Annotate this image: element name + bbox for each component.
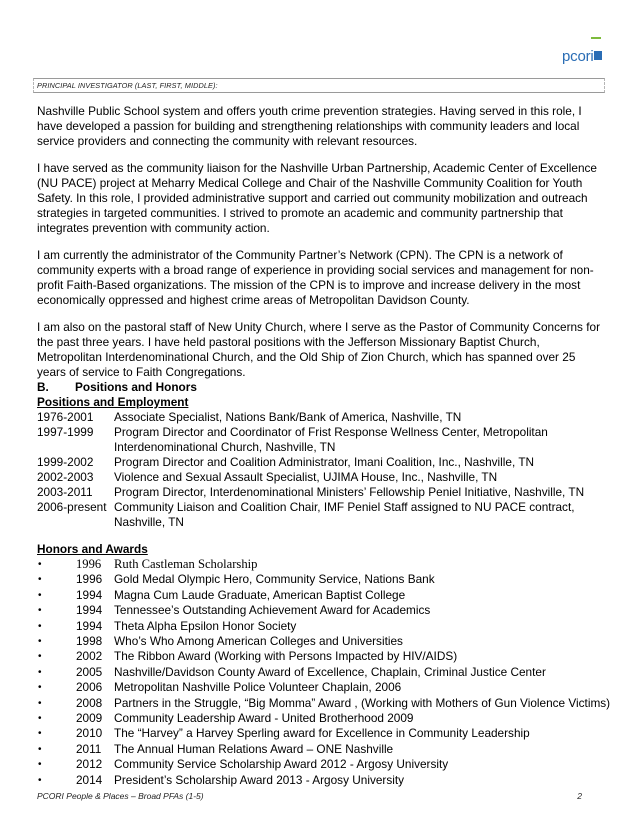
honor-item <box>37 634 607 649</box>
honor-title: Tennessee’s Outstanding Achievement Award for Academics <box>114 603 431 618</box>
position-years: 1976-2001 <box>37 410 94 424</box>
honor-year: 1994 <box>76 603 103 618</box>
bullet: • <box>38 713 42 725</box>
honor-year: 1998 <box>76 634 103 649</box>
position-years: 1997-1999 <box>37 425 94 439</box>
bullet: • <box>38 620 42 632</box>
honor-year: 2011 <box>76 741 102 756</box>
honor-item <box>37 695 611 711</box>
position-row <box>37 470 607 485</box>
bullet: • <box>38 697 42 709</box>
honor-item <box>37 603 607 618</box>
page-footer <box>37 791 582 801</box>
honor-item <box>37 649 607 664</box>
position-row <box>37 410 607 425</box>
honor-item <box>37 742 607 757</box>
honor-title: Magna Cum Laude Graduate, American Baptist College <box>114 587 406 602</box>
principal-investigator-field <box>33 78 605 93</box>
honor-item <box>37 557 607 572</box>
principal-investigator-label: PRINCIPAL INVESTIGATOR (LAST, FIRST, MIDDLE): <box>37 81 218 90</box>
bullet: • <box>38 759 42 771</box>
position-row <box>37 500 607 530</box>
bullet: • <box>38 589 42 601</box>
page-number: 2 <box>577 791 582 801</box>
honors-list <box>37 557 611 788</box>
position-description: Program Director and Coalition Administrator, Imani Coalition, Inc., Nashville, TN <box>114 455 535 469</box>
honor-title: Ruth Castleman Scholarship <box>114 557 258 571</box>
position-years: 2002-2003 <box>37 470 94 484</box>
bullet: • <box>38 728 42 740</box>
bullet: • <box>38 666 42 678</box>
honor-title: Partners in the Struggle, “Big Momma” Award , (Working with Mothers of Gun Violence Victims) <box>114 695 611 710</box>
honor-year: 1996 <box>76 572 103 587</box>
honor-title: The “Harvey” a Harvey Sperling award for Excellence in Community Leadership <box>114 726 530 741</box>
section-heading <box>37 380 607 395</box>
honor-year: 1994 <box>76 618 103 633</box>
document-body <box>37 104 611 788</box>
position-row <box>37 425 607 455</box>
honor-title: Community Leadership Award - United Brotherhood 2009 <box>114 711 414 726</box>
paragraph: I am also on the pastoral staff of New Unity Church, where I serve as the Pastor of Community Concerns for the past three years. I have held pastoral positions with the Jefferson Missionary Baptist Church, Metropolitan Interdenominational Church, and the Old Ship of Zion Church, which has spanned over 25 years of service to Faith Congregations. <box>37 320 601 379</box>
position-row <box>37 455 607 470</box>
bullet: • <box>38 605 42 617</box>
honor-item <box>37 665 607 680</box>
honor-title: Nashville/Davidson County Award of Excellence, Chaplain, Criminal Justice Center <box>114 664 546 679</box>
paragraph: I have served as the community liaison for the Nashville Urban Partnership, Academic Center of Excellence (NU PACE) project at Meharry Medical College and Chair of the Nashville Community Coalition for Youth Safety. In this role, I provided administrative support and carried out community mobilization and outreach strategies in targeted communities. I strived to promote an academic and community partnership that integrates prevention with community action. <box>37 161 597 235</box>
honor-year: 2014 <box>76 772 103 787</box>
honor-item <box>37 588 607 603</box>
section-letter: B. <box>37 380 49 394</box>
honor-title: President’s Scholarship Award 2013 - Argosy University <box>114 772 405 787</box>
honor-title: The Ribbon Award (Working with Persons Impacted by HIV/AIDS) <box>114 649 458 664</box>
honor-year: 2010 <box>76 726 103 741</box>
honor-title: Theta Alpha Epsilon Honor Society <box>114 618 297 633</box>
bullet: • <box>38 743 42 755</box>
honors-heading: Honors and Awards <box>37 542 148 556</box>
honor-item <box>37 572 607 587</box>
honor-title: Metropolitan Nashville Police Volunteer Chaplain, 2006 <box>114 680 402 695</box>
honor-item <box>37 711 607 726</box>
honor-year: 2005 <box>76 664 103 679</box>
bullet: • <box>38 682 42 694</box>
honor-year: 1996 <box>76 557 102 571</box>
pcori-logo-text: pcori <box>562 48 594 65</box>
bullet: • <box>38 636 42 648</box>
section-title: Positions and Honors <box>75 380 197 394</box>
honor-item <box>37 680 607 695</box>
bullet: • <box>38 774 42 786</box>
positions-heading: Positions and Employment <box>37 395 189 409</box>
bullet: • <box>38 651 42 663</box>
honor-year: 2002 <box>76 649 103 664</box>
honor-year: 1994 <box>76 587 103 602</box>
honor-title: The Annual Human Relations Award – ONE Nashville <box>114 741 394 756</box>
honor-item <box>37 619 607 634</box>
honor-year: 2008 <box>76 695 103 710</box>
position-years: 1999-2002 <box>37 455 94 469</box>
footer-text: PCORI People & Places – Broad PFAs (1-5) <box>37 791 204 801</box>
honor-year: 2006 <box>76 680 103 695</box>
honor-title: Community Service Scholarship Award 2012 - Argosy University <box>114 757 449 772</box>
honor-year: 2012 <box>76 757 103 772</box>
bullet: • <box>38 559 42 570</box>
position-years: 2003-2011 <box>37 485 93 499</box>
position-description: Program Director and Coordinator of Frist Response Wellness Center, Metropolitan Interdenominational Church, Nashville, TN <box>114 425 548 454</box>
pcori-logo-mark-icon <box>589 34 605 60</box>
honor-item <box>37 726 607 741</box>
position-years: 2006-present <box>37 500 107 514</box>
position-description: Community Liaison and Coalition Chair, IMF Peniel Staff assigned to NU PACE contract, Nashville, TN <box>114 500 575 529</box>
position-description: Program Director, Interdenominational Ministers’ Fellowship Peniel Initiative, Nashville, TN <box>114 485 585 499</box>
honor-item <box>37 757 607 772</box>
honor-year: 2009 <box>76 711 103 726</box>
honor-title: Who’s Who Among American Colleges and Universities <box>114 634 403 649</box>
position-row <box>37 485 607 500</box>
pcori-logo <box>562 34 610 68</box>
paragraph: Nashville Public School system and offers youth crime prevention strategies. Having served in this role, I have developed a passion for building and strengthening relationships with community leaders and local service providers and connecting the community with relevant resources. <box>37 104 582 148</box>
paragraph: I am currently the administrator of the Community Partner’s Network (CPN). The CPN is a network of community experts with a broad range of experience in providing social services and management for non-profit Faith-Based organizations. The mission of the CPN is to improve and increase delivery in the most economically oppressed and highest crime areas of Metropolitan Davidson County. <box>37 248 594 307</box>
honor-item <box>37 773 607 788</box>
position-description: Associate Specialist, Nations Bank/Bank of America, Nashville, TN <box>114 410 462 424</box>
position-description: Violence and Sexual Assault Specialist, UJIMA House, Inc., Nashville, TN <box>114 470 498 484</box>
positions-list <box>37 410 607 530</box>
honor-title: Gold Medal Olympic Hero, Community Service, Nations Bank <box>114 572 435 587</box>
bullet: • <box>38 574 42 586</box>
